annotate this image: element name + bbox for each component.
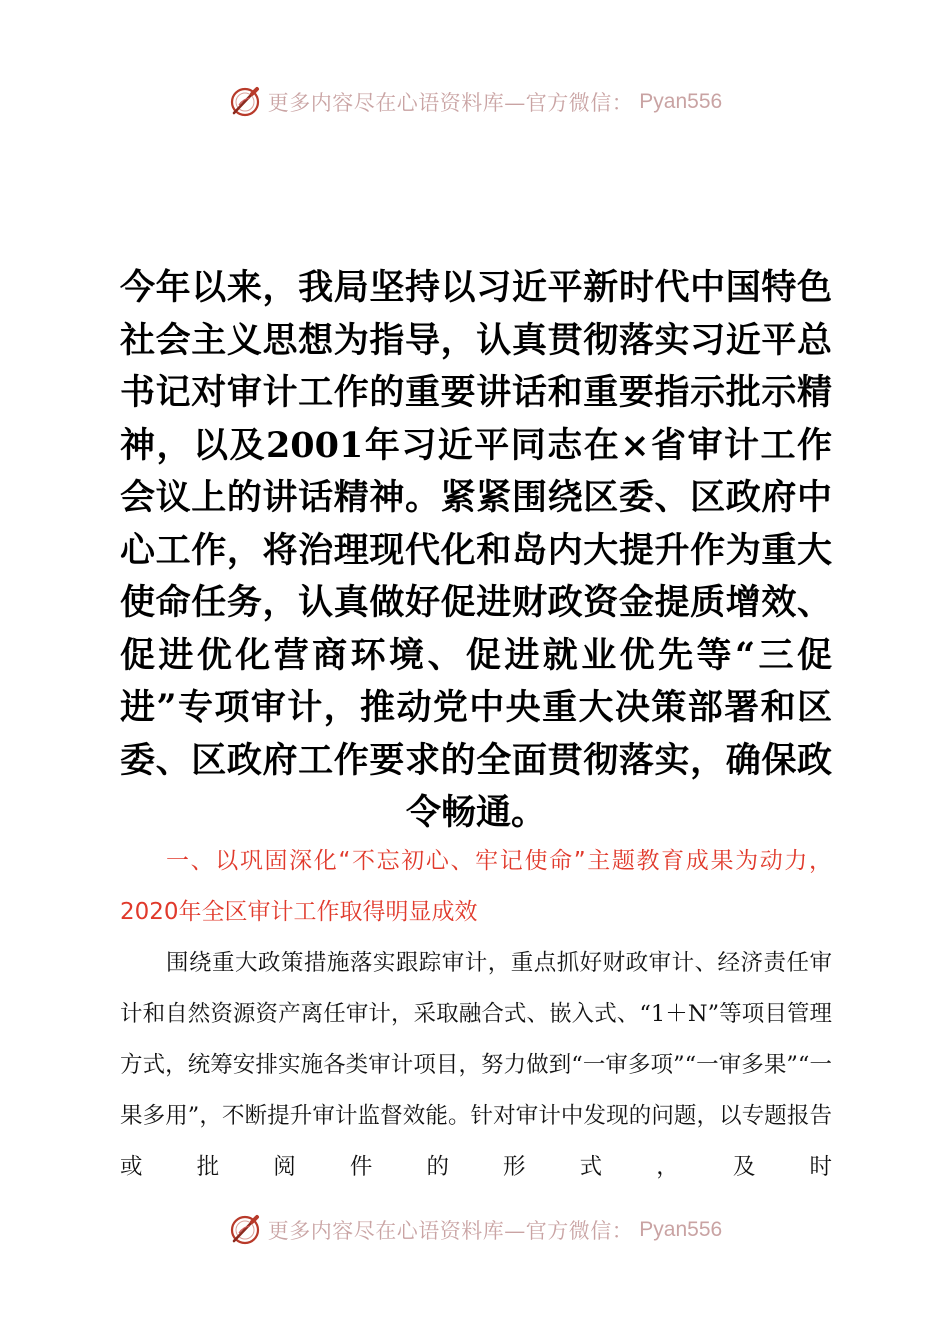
lead-paragraph: 今年以来，我局坚持以习近平新时代中国特色社会主义思想为指导，认真贯彻落实习近平总书记对审计工作的重要讲话和重要指示批示精神，以及2001年习近平同志在×省审计工作会议上的讲话精神。紧紧围绕区委、区政府中心工作，将治理现代化和岛内大提升作为重大使命任务，认真做好促进财政资金提质增效、促进优化营商环境、促进就业优先等“三促进”专项审计，推动党中央重大决策部署和区委、区政府工作要求的全面贯彻落实，确保政令畅通。 [120,267,832,833]
watermark-wechat-id: Pyan556 [639,90,723,113]
header-watermark [0,84,950,120]
watermark-text: 更多内容尽在心语资料库—官方微信： [267,1219,634,1243]
brush-logo-icon [228,85,262,119]
section-heading: 一、以巩固深化“不忘初心、牢记使命”主题教育成果为动力，2020年全区审计工作取得明显成效 [120,848,832,925]
watermark-text: 更多内容尽在心语资料库—官方微信： [267,91,634,115]
watermark-wechat-id: Pyan556 [639,1218,723,1241]
footer-watermark [0,1212,950,1248]
body-paragraph: 围绕重大政策措施落实跟踪审计，重点抓好财政审计、经济责任审计和自然资源资产离任审计，采取融合式、嵌入式、“1＋N”等项目管理方式，统筹安排实施各类审计项目，努力做到“一审多项”“一审多果”“一果多用”，不断提升审计监督效能。针对审计中发现的问题，以专题报告或批阅件的形式，及时 [120,950,832,1180]
brush-logo-icon [228,1213,262,1247]
